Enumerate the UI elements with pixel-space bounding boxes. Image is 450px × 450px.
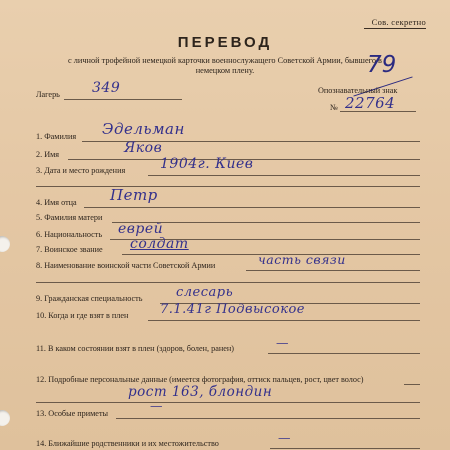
field-2-label: 2. Имя	[36, 150, 60, 159]
camp-underline	[64, 99, 182, 100]
field-12-label: 12. Подробные персональные данные (имеется фотография, оттиск пальцев, рост, цвет волос)	[36, 375, 364, 384]
secrecy-stamp: Сов. секретно	[371, 17, 426, 27]
field-9-value: слесарь	[176, 285, 234, 300]
field-10-value: 7.1.41г Подвысокое	[160, 302, 305, 317]
field-14-value: —	[278, 430, 291, 445]
id-number-underline	[340, 111, 416, 112]
handwritten-annotation: 79	[367, 52, 397, 78]
field-14-label: 14. Ближайшие родственники и их местожительство	[36, 439, 219, 448]
field-7-value: солдат	[130, 236, 189, 252]
field-3-line-2	[36, 186, 420, 187]
field-12-line	[404, 384, 420, 385]
field-11-label: 11. В каком состоянии взят в плен (здоров, болен, ранен)	[36, 344, 234, 353]
field-8-line	[246, 270, 420, 271]
field-8-label: 8. Наименование воинской части Советской Армии	[36, 261, 216, 270]
field-3-label: 3. Дата и место рождения	[36, 166, 126, 175]
field-4-value: Петр	[110, 186, 158, 204]
field-4-line	[84, 207, 420, 208]
field-8-value: часть связи	[258, 252, 346, 267]
document-subtitle: с личной трофейной немецкой карточки военнослужащего Советской Армии, бывшего в немецком плену.	[68, 56, 382, 75]
field-11-value: —	[276, 335, 289, 350]
field-5-label: 5. Фамилия матери	[36, 213, 103, 222]
punch-hole	[0, 410, 10, 426]
field-6-label: 6. Национальность	[36, 230, 103, 239]
field-6-value: еврей	[118, 221, 164, 237]
field-12-line-2	[36, 402, 420, 403]
field-4-label: 4. Имя отца	[36, 198, 77, 207]
field-9-label: 9. Гражданская специальность	[36, 294, 143, 303]
field-1-label: 1. Фамилия	[36, 132, 77, 141]
field-11-line	[268, 353, 420, 354]
camp-value: 349	[92, 80, 121, 96]
secrecy-underline	[364, 28, 426, 29]
field-2-value: Яков	[124, 140, 163, 156]
camp-label: Лагерь	[36, 90, 60, 99]
id-number-value: 22764	[345, 94, 396, 112]
field-10-label: 10. Когда и где взят в плен	[36, 311, 129, 320]
field-13-line	[116, 418, 420, 419]
field-3-value: 1904г. Киев	[160, 156, 254, 172]
document-title: ПЕРЕВОД	[177, 34, 273, 51]
id-sign-label: Опознавательный знак	[318, 86, 398, 95]
field-7-label: 7. Воинское звание	[36, 245, 103, 254]
id-number-prefix: №	[330, 103, 338, 112]
field-1-value: Эдельман	[102, 120, 185, 138]
field-14-line	[270, 448, 420, 449]
field-13-label: 13. Особые приметы	[36, 409, 109, 418]
field-8-line-2	[36, 282, 420, 283]
field-3-line	[148, 175, 420, 176]
punch-hole	[0, 236, 10, 252]
field-12-value: рост 163, блондин	[128, 384, 273, 400]
field-13-value: —	[150, 398, 163, 413]
field-10-line	[148, 320, 420, 321]
